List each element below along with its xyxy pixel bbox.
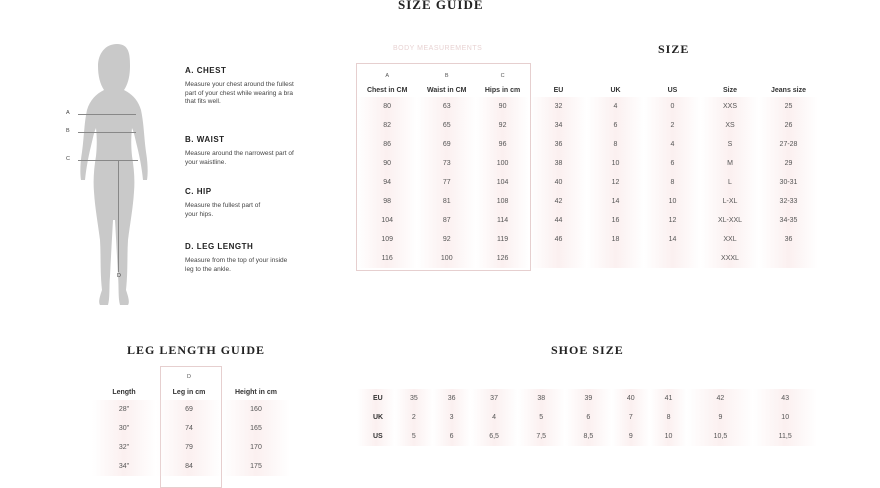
- page-title: SIZE GUIDE: [398, 0, 484, 12]
- chest-marker-line: [78, 114, 136, 115]
- table-cell: 165: [222, 419, 290, 438]
- table-cell: 175: [222, 457, 290, 476]
- table-cell: 10: [587, 154, 644, 173]
- table-row: [357, 211, 529, 230]
- table-cell: 170: [222, 438, 290, 457]
- column-header: Length: [112, 388, 136, 396]
- table-cell: 0: [644, 97, 701, 116]
- measurement-desc: Measure from the top of your inside leg to the ankle.: [185, 257, 288, 273]
- table-cell: 10: [644, 192, 701, 211]
- table-cell: 5: [518, 408, 565, 427]
- table-cell: 34": [92, 457, 156, 476]
- table-row: [357, 135, 529, 154]
- leg-marker-line: [118, 160, 119, 272]
- table-cell: 100: [476, 154, 529, 173]
- table-cell: 81: [417, 192, 476, 211]
- measurement-desc: Measure your chest around the fullest part of your chest while wearing a bra that fits well.: [185, 81, 294, 105]
- table-cell: 35: [395, 389, 433, 408]
- table-cell: 30": [92, 419, 156, 438]
- table-cell: 87: [417, 211, 476, 230]
- table-cell: 42: [687, 389, 753, 408]
- size-table: [530, 83, 818, 268]
- table-cell: 4: [644, 135, 701, 154]
- table-row: [357, 408, 817, 427]
- table-cell: 39: [565, 389, 612, 408]
- table-cell: XXS: [701, 97, 759, 116]
- table-cell: 8: [644, 173, 701, 192]
- table-row: [92, 400, 290, 419]
- table-cell: 108: [476, 192, 529, 211]
- table-cell: 34: [530, 116, 587, 135]
- table-cell: [644, 249, 701, 268]
- body-measurements-heading: BODY MEASUREMENTS: [393, 45, 483, 52]
- table-cell: L: [701, 173, 759, 192]
- table-cell: 82: [357, 116, 417, 135]
- table-cell: 86: [357, 135, 417, 154]
- table-row: [357, 230, 529, 249]
- table-cell: [587, 249, 644, 268]
- table-cell: 30-31: [759, 173, 818, 192]
- measurement-waist: [185, 135, 300, 167]
- table-cell: 65: [417, 116, 476, 135]
- table-cell: 4: [587, 97, 644, 116]
- table-cell: 2: [644, 116, 701, 135]
- column-header: Waist in CM: [427, 86, 467, 94]
- table-cell: 43: [753, 389, 817, 408]
- table-row: [530, 211, 818, 230]
- table-cell: 6: [565, 408, 612, 427]
- table-cell: 14: [644, 230, 701, 249]
- column-letter: A: [385, 73, 390, 79]
- table-cell: 77: [417, 173, 476, 192]
- marker-b: B: [66, 128, 70, 134]
- measurement-title: C. HIP: [185, 187, 212, 196]
- table-cell: XXXL: [701, 249, 759, 268]
- table-row: [357, 154, 529, 173]
- table-cell: 8: [587, 135, 644, 154]
- measurement-desc: Measure the fullest part of your hips.: [185, 202, 261, 218]
- table-cell: 10,5: [687, 427, 753, 446]
- table-cell: 34-35: [759, 211, 818, 230]
- table-cell: 114: [476, 211, 529, 230]
- table-cell: 5: [395, 427, 433, 446]
- leg-length-table: [92, 370, 290, 476]
- table-row: [530, 173, 818, 192]
- measurement-hip: [185, 187, 265, 219]
- table-row: [530, 97, 818, 116]
- table-cell: 32: [530, 97, 587, 116]
- table-row: [357, 249, 529, 268]
- table-cell: 37: [471, 389, 518, 408]
- table-cell: 6: [644, 154, 701, 173]
- column-letter: B: [444, 73, 449, 79]
- column-header: Leg in cm: [172, 388, 206, 396]
- body-silhouette-figure: [60, 40, 170, 310]
- waist-marker-line: [78, 132, 136, 133]
- marker-d: D: [117, 273, 121, 279]
- column-letter: C: [500, 73, 505, 79]
- table-cell: 38: [518, 389, 565, 408]
- table-cell: M: [701, 154, 759, 173]
- table-cell: 18: [587, 230, 644, 249]
- table-cell: 8: [650, 408, 688, 427]
- table-row: [92, 457, 290, 476]
- table-cell: 27-28: [759, 135, 818, 154]
- table-cell: 3: [433, 408, 471, 427]
- table-cell: 94: [357, 173, 417, 192]
- table-cell: 8,5: [565, 427, 612, 446]
- row-label: EU: [357, 389, 395, 408]
- table-cell: 92: [417, 230, 476, 249]
- table-cell: 109: [357, 230, 417, 249]
- measurement-title: A. CHEST: [185, 66, 227, 75]
- table-cell: XS: [701, 116, 759, 135]
- table-cell: 84: [156, 457, 222, 476]
- hip-marker-line: [78, 160, 138, 161]
- measurement-chest: [185, 66, 300, 107]
- table-cell: 36: [759, 230, 818, 249]
- table-cell: XXL: [701, 230, 759, 249]
- table-cell: 100: [417, 249, 476, 268]
- table-cell: 12: [587, 173, 644, 192]
- table-cell: 26: [759, 116, 818, 135]
- table-cell: XL-XXL: [701, 211, 759, 230]
- row-label: UK: [357, 408, 395, 427]
- table-cell: 10: [753, 408, 817, 427]
- table-cell: 73: [417, 154, 476, 173]
- table-cell: 74: [156, 419, 222, 438]
- shoe-size-heading: SHOE SIZE: [551, 343, 624, 357]
- table-cell: 28": [92, 400, 156, 419]
- shoe-size-table: [357, 389, 817, 446]
- table-cell: 9: [687, 408, 753, 427]
- table-cell: 6,5: [471, 427, 518, 446]
- table-cell: 90: [476, 97, 529, 116]
- measurement-title: D. LEG LENGTH: [185, 242, 254, 251]
- row-label: US: [357, 427, 395, 446]
- body-measurements-table: [357, 69, 529, 268]
- table-cell: 6: [433, 427, 471, 446]
- table-row: [357, 192, 529, 211]
- column-letter: D: [187, 374, 191, 380]
- table-cell: 104: [476, 173, 529, 192]
- column-header: Chest in CM: [366, 86, 408, 94]
- table-cell: 11,5: [753, 427, 817, 446]
- table-row: [92, 438, 290, 457]
- leg-length-heading: LEG LENGTH GUIDE: [127, 343, 266, 357]
- table-cell: 40: [612, 389, 650, 408]
- table-row: [357, 173, 529, 192]
- measurement-desc: Measure around the narrowest part of your waistline.: [185, 150, 294, 166]
- table-cell: 92: [476, 116, 529, 135]
- table-row: [530, 249, 818, 268]
- table-cell: 98: [357, 192, 417, 211]
- table-cell: S: [701, 135, 759, 154]
- column-header: US: [667, 86, 678, 94]
- table-cell: 2: [395, 408, 433, 427]
- table-cell: 6: [587, 116, 644, 135]
- table-cell: 12: [644, 211, 701, 230]
- table-cell: [530, 249, 587, 268]
- table-cell: 46: [530, 230, 587, 249]
- table-cell: 116: [357, 249, 417, 268]
- size-heading: SIZE: [658, 42, 690, 56]
- table-cell: L-XL: [701, 192, 759, 211]
- table-cell: 41: [650, 389, 688, 408]
- table-cell: 69: [156, 400, 222, 419]
- table-cell: 7: [612, 408, 650, 427]
- column-header: Hips in cm: [484, 86, 521, 94]
- table-cell: 10: [650, 427, 688, 446]
- column-header: Jeans size: [770, 86, 807, 94]
- table-cell: 4: [471, 408, 518, 427]
- table-cell: 32": [92, 438, 156, 457]
- table-cell: 160: [222, 400, 290, 419]
- column-header: UK: [610, 86, 621, 94]
- table-cell: 96: [476, 135, 529, 154]
- table-row: [530, 192, 818, 211]
- table-row: [357, 116, 529, 135]
- marker-c: C: [66, 156, 70, 162]
- table-row: [357, 427, 817, 446]
- table-cell: 104: [357, 211, 417, 230]
- measurement-leg: [185, 242, 290, 274]
- table-row: [357, 97, 529, 116]
- table-cell: 38: [530, 154, 587, 173]
- table-cell: 126: [476, 249, 529, 268]
- table-cell: [759, 249, 818, 268]
- table-cell: 80: [357, 97, 417, 116]
- table-cell: 44: [530, 211, 587, 230]
- table-cell: 29: [759, 154, 818, 173]
- table-cell: 32-33: [759, 192, 818, 211]
- marker-a: A: [66, 110, 70, 116]
- column-header: Size: [722, 86, 737, 94]
- table-row: [357, 389, 817, 408]
- table-cell: 79: [156, 438, 222, 457]
- table-cell: 40: [530, 173, 587, 192]
- table-cell: 14: [587, 192, 644, 211]
- table-row: [530, 154, 818, 173]
- column-header: EU: [553, 86, 564, 94]
- table-cell: 69: [417, 135, 476, 154]
- table-row: [530, 116, 818, 135]
- table-row: [92, 419, 290, 438]
- table-cell: 36: [530, 135, 587, 154]
- table-cell: 42: [530, 192, 587, 211]
- table-cell: 16: [587, 211, 644, 230]
- table-cell: 119: [476, 230, 529, 249]
- table-row: [530, 135, 818, 154]
- measurement-title: B. WAIST: [185, 135, 225, 144]
- table-cell: 9: [612, 427, 650, 446]
- table-row: [530, 230, 818, 249]
- table-cell: 36: [433, 389, 471, 408]
- column-header: Height in cm: [234, 388, 277, 396]
- table-cell: 90: [357, 154, 417, 173]
- table-cell: 7,5: [518, 427, 565, 446]
- table-cell: 25: [759, 97, 818, 116]
- table-cell: 63: [417, 97, 476, 116]
